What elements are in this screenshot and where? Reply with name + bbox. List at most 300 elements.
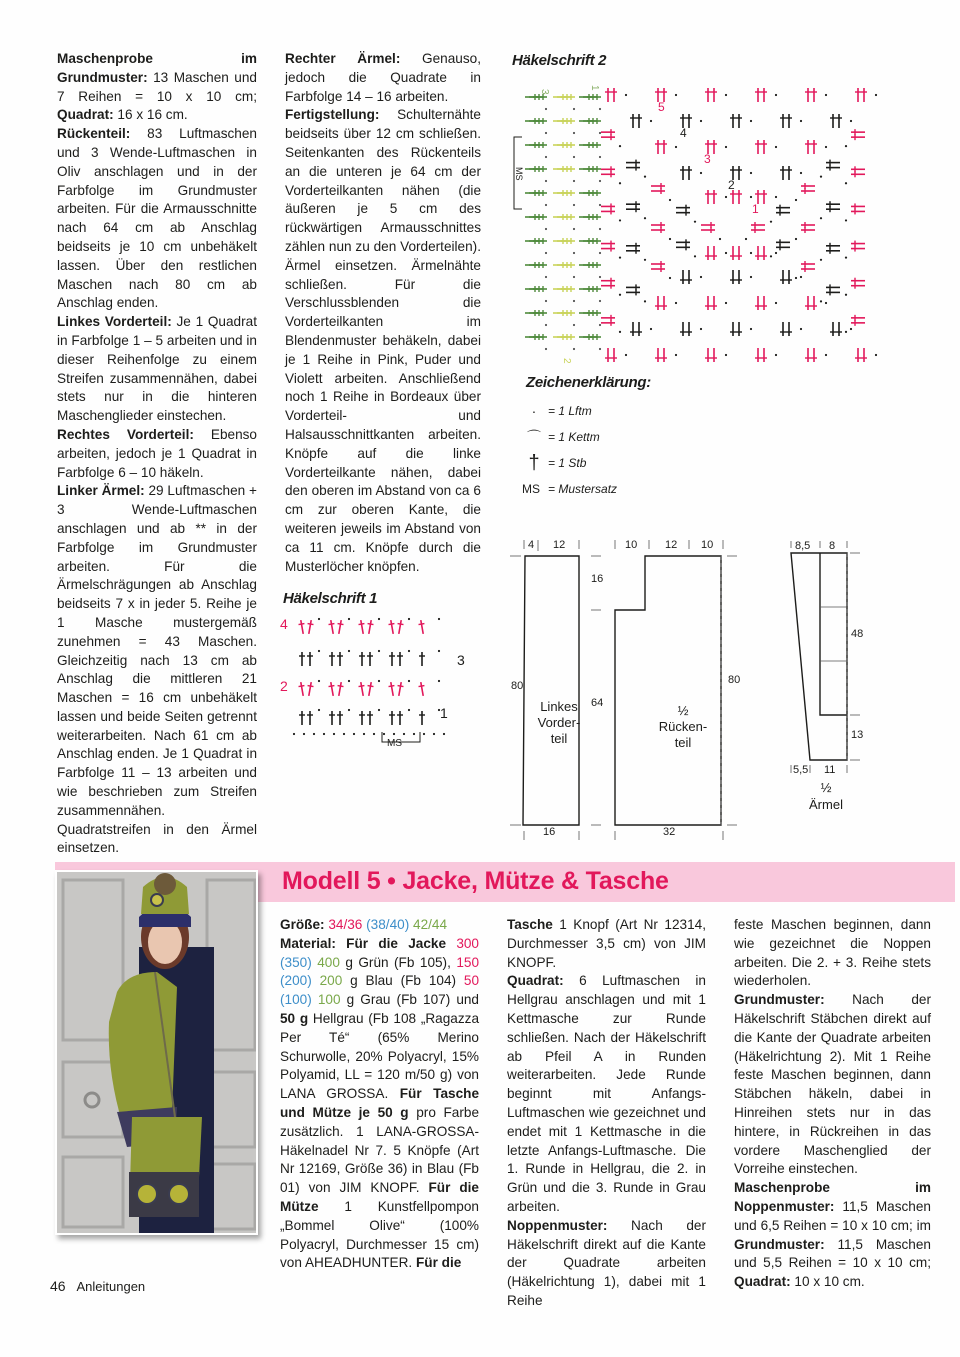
stitch-symbol — [626, 248, 640, 254]
stitch-symbol — [851, 278, 865, 284]
chain-symbol — [675, 146, 677, 148]
chain-symbol — [348, 618, 350, 620]
stitch-symbol — [611, 348, 617, 362]
stitch-symbol — [701, 222, 715, 228]
stitch-symbol — [601, 246, 615, 252]
chain-symbol — [313, 733, 315, 735]
stitch-symbol — [307, 652, 313, 666]
stitch-symbol — [736, 114, 742, 128]
stitch-symbol — [686, 114, 692, 128]
stitch-symbol — [861, 348, 867, 362]
chain-symbol — [573, 132, 575, 134]
stitch-symbol — [711, 88, 717, 102]
chain-symbol — [644, 259, 646, 261]
stitch-symbol — [851, 320, 865, 326]
chain-symbol — [545, 348, 547, 350]
stitch-symbol — [636, 322, 642, 336]
chain-symbol — [599, 324, 601, 326]
back-dim-armhole: 16 — [591, 573, 604, 585]
chain-symbol — [845, 294, 847, 296]
stitch-symbol — [730, 322, 736, 336]
chain-symbol — [619, 256, 621, 258]
back-label-2: Rücken- — [658, 719, 708, 734]
stitch-symbol — [336, 682, 344, 697]
chain-symbol — [438, 618, 440, 620]
stitch-symbol — [705, 296, 711, 310]
paragraph-rechter-aermel: Rechter Ärmel: Genauso, jedoch die Quadrate in Farbfolge 14 – 16 arbeiten. — [285, 51, 481, 104]
stitch-symbol — [711, 296, 717, 310]
chain-symbol — [675, 94, 677, 96]
stitch-symbol — [626, 289, 640, 295]
section-name: Anleitungen — [76, 1279, 146, 1294]
chain-symbol — [795, 199, 797, 201]
chain-symbol — [545, 204, 547, 206]
chain-symbol — [323, 733, 325, 735]
stitch-symbol — [776, 210, 790, 216]
chain-symbol — [619, 331, 621, 333]
side-label-2: 2 — [561, 358, 572, 364]
stitch-symbol — [636, 114, 642, 128]
stitch-symbol — [826, 206, 840, 212]
chain-symbol — [408, 618, 410, 620]
legend-item-double — [520, 450, 720, 476]
sleeve-dim-top-2: 8 — [829, 540, 836, 552]
stitch-symbol — [755, 296, 761, 310]
stitch-symbol — [730, 270, 736, 284]
chain-symbol — [750, 196, 752, 198]
stitch-symbol — [676, 210, 690, 216]
chain-symbol — [413, 733, 415, 735]
legend-label: = 1 Stb — [548, 456, 587, 470]
stitch-symbol — [851, 241, 865, 247]
chain-symbol — [599, 204, 601, 206]
stitch-symbol — [680, 270, 686, 284]
stitch-symbol — [761, 296, 767, 310]
stitch-symbol — [755, 348, 761, 362]
stitch-symbol — [761, 190, 767, 204]
chain-symbol — [750, 120, 752, 122]
stitch-symbol — [651, 222, 665, 228]
stitch-symbol — [358, 620, 366, 635]
front-panel-outline — [523, 556, 579, 825]
stitch-symbol — [367, 711, 373, 725]
crochet-chart-2 — [508, 75, 868, 365]
back-dim-height: 80 — [728, 674, 741, 686]
crochet-chart-1-title: Häkelschrift 1 — [283, 590, 378, 607]
stitch-symbol — [805, 296, 811, 310]
stitch-symbol — [419, 652, 425, 666]
stitch-symbol — [730, 190, 736, 204]
back-dim-bottom: 32 — [663, 826, 676, 838]
stitch-symbol — [626, 206, 640, 212]
stitch-symbol — [601, 134, 615, 140]
chain-symbol — [644, 300, 646, 302]
slip-stitch-icon: ⌒ — [527, 429, 541, 445]
chain-symbol — [573, 204, 575, 206]
sleeve-dim-top-1: 8,5 — [795, 540, 811, 552]
stitch-symbol — [851, 203, 865, 209]
stitch-symbol — [601, 320, 615, 326]
chain-symbol — [599, 348, 601, 350]
back-dim-top-2: 12 — [665, 539, 678, 551]
stitch-symbol — [776, 244, 790, 250]
chain-symbol — [820, 300, 822, 302]
chain-symbol — [573, 180, 575, 182]
stitch-symbol — [851, 166, 865, 172]
stitch-symbol — [389, 652, 395, 666]
stitch-symbol — [397, 652, 403, 666]
stitch-symbol — [786, 166, 792, 180]
stitch-symbol — [826, 284, 840, 290]
stitch-symbol — [306, 682, 314, 697]
stitch-symbol — [651, 183, 665, 189]
stitch-symbol — [396, 620, 404, 635]
chain-symbol — [825, 354, 827, 356]
chain-symbol — [775, 252, 777, 254]
stitch-symbol — [601, 171, 615, 177]
chain-symbol — [318, 650, 320, 652]
stitch-symbol — [419, 711, 425, 725]
chain-symbol — [378, 650, 380, 652]
stitch-symbol — [686, 270, 692, 284]
legend — [520, 398, 720, 502]
chain-symbol — [750, 328, 752, 330]
chain-symbol — [363, 733, 365, 735]
chain-symbol — [378, 680, 380, 682]
legend-label: = Mustersatz — [548, 482, 618, 496]
stitch-symbol — [418, 620, 426, 635]
chain-symbol — [318, 618, 320, 620]
chain-symbol — [573, 252, 575, 254]
stitch-symbol — [805, 140, 811, 154]
paragraph-noppen-cont: feste Maschen beginnen, dann wie gezeichnet die Noppen arbeiten. Die 2. + 3. Reihe stets wiederholen. — [734, 917, 931, 989]
chain-symbol — [745, 238, 747, 240]
stitch-symbol — [676, 205, 690, 211]
chain-symbol — [619, 145, 621, 147]
stitch-symbol — [626, 201, 640, 207]
chain-symbol — [373, 733, 375, 735]
chain-symbol — [700, 120, 702, 122]
stitch-symbol — [601, 208, 615, 214]
chain-symbol — [408, 650, 410, 652]
chain-symbol — [845, 145, 847, 147]
stitch-symbol — [836, 114, 842, 128]
stitch-symbol — [601, 315, 615, 321]
stitch-symbol — [736, 190, 742, 204]
chain-symbol — [318, 680, 320, 682]
stitch-symbol — [329, 711, 335, 725]
legend-label: = 1 Kettm — [548, 430, 600, 444]
legend-item-slip — [520, 424, 720, 450]
stitch-symbol — [851, 134, 865, 140]
chain-symbol — [845, 182, 847, 184]
stitch-symbol — [830, 322, 836, 336]
stitch-symbol — [776, 205, 790, 211]
stitch-symbol — [761, 140, 767, 154]
chain-symbol — [403, 733, 405, 735]
chain-symbol — [800, 328, 802, 330]
side-label-3: 3 — [539, 89, 550, 95]
stitch-symbol — [836, 322, 842, 336]
stitch-symbol — [761, 88, 767, 102]
chain-symbol — [675, 302, 677, 304]
legend-title: Zeichenerklärung: — [526, 374, 651, 391]
chain-symbol — [619, 182, 621, 184]
stitch-symbol — [751, 227, 765, 233]
chain-symbol — [725, 94, 727, 96]
chain-symbol — [438, 650, 440, 652]
back-dim-top-3: 10 — [701, 539, 714, 551]
stitch-symbol — [826, 248, 840, 254]
paragraph-rechtes-vorderteil: Rechtes Vorderteil: Ebenso arbeiten, jedoch je 1 Quadrat in Farbfolge 6 – 10 häkeln. — [57, 426, 257, 480]
back-label-3: teil — [674, 735, 692, 750]
front-dim-bottom: 16 — [543, 826, 556, 838]
stitch-symbol — [337, 711, 343, 725]
stitch-symbol — [298, 620, 306, 635]
chain-symbol — [348, 709, 350, 711]
chain-symbol — [800, 172, 802, 174]
chain-symbol — [725, 196, 727, 198]
chain-symbol — [795, 277, 797, 279]
back-panel-outline — [615, 556, 721, 825]
stitch-symbol — [601, 241, 615, 247]
stitch-symbol — [661, 296, 667, 310]
chain-symbol — [669, 199, 671, 201]
stitch-symbol — [786, 270, 792, 284]
stitch-symbol — [397, 711, 403, 725]
back-dim-side: 64 — [591, 697, 604, 709]
round-label-2: 2 — [728, 178, 735, 192]
paragraph-noppenmuster: Noppenmuster: Nach der Häkelschrift direkt auf die Kante der Quadrate arbeiten (Häkelrichtung 1), dabei mit 1 Reihe — [507, 1217, 706, 1308]
double-crochet-icon: † — [528, 451, 540, 474]
stitch-symbol — [626, 243, 640, 249]
chain-symbol — [800, 276, 802, 278]
stitch-symbol — [736, 270, 742, 284]
chain-symbol — [650, 328, 652, 330]
paragraph-tasche: Tasche 1 Knopf (Art Nr 12314, Durchmesser 3,5 cm) von JIM KNOPF. — [507, 917, 706, 970]
stitch-symbol — [776, 239, 790, 245]
chain-symbol — [775, 302, 777, 304]
chain-symbol — [694, 221, 696, 223]
stitch-symbol — [761, 246, 767, 260]
stitch-symbol — [861, 88, 867, 102]
chain-symbol — [378, 709, 380, 711]
chain-symbol — [293, 733, 295, 735]
chain-symbol — [750, 172, 752, 174]
round-label-5: 5 — [658, 100, 665, 114]
stitch-symbol — [418, 682, 426, 697]
chain-symbol — [343, 733, 345, 735]
chain-symbol — [845, 219, 847, 221]
paragraph-maschenprobe: Maschenprobe im Grundmuster: 13 Maschen und 7 Reihen = 10 x 10 cm; Quadrat: 16 x 16 cm. — [57, 51, 257, 123]
chain-symbol — [775, 196, 777, 198]
stitch-symbol — [755, 88, 761, 102]
instructions-column-2 — [285, 50, 481, 576]
round-label-4: 4 — [680, 126, 687, 140]
front-dim-top-2: 12 — [553, 539, 566, 551]
chain-symbol — [393, 733, 395, 735]
chain-symbol — [650, 120, 652, 122]
stitch-symbol — [705, 88, 711, 102]
row-label-4: 4 — [280, 616, 288, 632]
chain-symbol — [875, 94, 877, 96]
instructions-column-bottom-2 — [507, 916, 706, 1311]
chain-symbol — [545, 108, 547, 110]
chain-symbol — [625, 94, 627, 96]
chain-symbol — [845, 256, 847, 258]
stitch-symbol — [711, 348, 717, 362]
stitch-symbol — [780, 166, 786, 180]
chain-symbol — [545, 180, 547, 182]
chain-symbol — [599, 132, 601, 134]
sleeve-dim-lower: 13 — [851, 729, 864, 741]
stitch-symbol — [651, 227, 665, 233]
stitch-symbol — [366, 620, 374, 635]
stitch-symbol — [705, 190, 711, 204]
stitch-symbol — [359, 711, 365, 725]
chain-symbol — [333, 733, 335, 735]
stitch-symbol — [655, 140, 661, 154]
chain-symbol — [825, 146, 827, 148]
stitch-symbol — [626, 284, 640, 290]
chain-symbol — [725, 302, 727, 304]
stitch-symbol — [601, 278, 615, 284]
chain-symbol — [725, 354, 727, 356]
chain-symbol — [644, 217, 646, 219]
stitch-symbol — [655, 296, 661, 310]
row-label-3: 3 — [457, 652, 465, 668]
stitch-symbol — [855, 348, 861, 362]
stitch-symbol — [711, 246, 717, 260]
stitch-symbol — [389, 711, 395, 725]
chain-symbol — [303, 733, 305, 735]
stitch-symbol — [328, 682, 336, 697]
chain-symbol — [700, 276, 702, 278]
photo-illustration — [57, 872, 258, 1235]
chain-symbol — [408, 709, 410, 711]
chain-symbol — [573, 276, 575, 278]
section-title: Modell 5 • Jacke, Mütze & Tasche — [282, 867, 669, 895]
chain-symbol — [599, 180, 601, 182]
chain-symbol — [850, 120, 852, 122]
stitch-symbol — [780, 114, 786, 128]
chain-symbol — [545, 300, 547, 302]
size-line: Größe: 34/36 (38/40) 42/44 — [280, 917, 448, 932]
chain-symbol — [795, 238, 797, 240]
stitch-symbol — [730, 246, 736, 260]
stitch-symbol — [651, 188, 665, 194]
chain-symbol — [573, 324, 575, 326]
chain-symbol — [573, 300, 575, 302]
stitch-symbol — [661, 140, 667, 154]
chain-symbol — [348, 650, 350, 652]
stitch-symbol — [358, 682, 366, 697]
chain-symbol — [545, 252, 547, 254]
ms-abbrev: MS — [522, 482, 540, 496]
stitch-symbol — [801, 266, 815, 272]
chain-symbol — [619, 219, 621, 221]
chain-symbol — [383, 733, 385, 735]
chain-symbol — [725, 146, 727, 148]
chain-symbol — [599, 276, 601, 278]
chain-symbol — [675, 354, 677, 356]
chain-symbol — [545, 276, 547, 278]
chain-symbol — [770, 255, 772, 257]
legend-label: = 1 Lftm — [548, 404, 592, 418]
materials-text: Material: Für die Jacke 300 (350) 400 g Grün (Fb 105), 150 (200) 200 g Blau (Fb 104) 50 (100) 100 g Grau (Fb 107) und 50 g Hellgrau (Fb 108 „Ragazza Per Té“ (65% Merino Schurwolle, 20% Polyacryl, 15% Polyamid, LL = 120 m/50 g) von LANA GROSSA. Für Tasche und Mütze je 50 g pro Farbe zusätzlich. 1 LANA-GROSSA-Häkelnadel Nr 7. 5 Knöpfe (Art Nr 12169, Größe 36) in Blau (Fb 01) von JIM KNOPF. Für die Mütze 1 Kunstfellpompon „Bommel Olive“ (100% Polyacryl, Durchmesser 15 cm) von AHEADHUNTER. Für die — [280, 935, 480, 1271]
schematic-front-back — [505, 535, 755, 845]
stitch-symbol — [605, 88, 611, 102]
paragraph-quadrat: Quadrat: 6 Luftmaschen in Hellgrau anschlagen und mit 1 Kettmasche zur Runde schließen. Nach der Häkelschrift ab Pfeil A in Runden weiterarbeiten. Jede Runde beginnt mit Anfangs-Luftmaschen wie gezeichnet und endet mit 1 Kettmasche in die letzte Anfangs-Luftmasche. Die 1. Runde in Hellgrau, die 2. in Grün und die 3. Runde in Grau arbeiten. — [507, 973, 706, 1214]
stitch-symbol — [801, 183, 815, 189]
paragraph-linker-aermel: Linker Ärmel: 29 Luftmaschen + 3 Wende-Luftmaschen anschlagen und ab ** in der Farbfolge im Grundmuster arbeiten. Für die Ärmelschrägungen ab Anschlag beidseits 7 x in jeder 5. Reihe je 1 Masche mustergemäß zunehmen = 43 Maschen. Gleichzeitig nach 13 cm ab Anschlag die mittleren 21 Maschen = 16 cm unbehäkelt lassen und beide Seiten getrennt weiterarbeiten. Nach 61 cm ab Anschlag enden. Je 1 Quadrat in Farbfolge 11 – 13 arbeiten und wie beschrieben zum Streifen zusammennähen. Quadratstreifen in den Ärmel einsetzen. — [57, 483, 257, 856]
stitch-symbol — [851, 129, 865, 135]
stitch-symbol — [801, 222, 815, 228]
back-label-1: ½ — [677, 703, 689, 718]
stitch-symbol — [751, 222, 765, 228]
chain-symbol — [625, 354, 627, 356]
sleeve-label-2: Ärmel — [809, 797, 843, 812]
page-footer — [50, 1278, 145, 1294]
legend-item-chain — [520, 398, 720, 424]
stitch-symbol — [329, 652, 335, 666]
stitch-symbol — [826, 243, 840, 249]
stitch-symbol — [851, 171, 865, 177]
stitch-symbol — [601, 166, 615, 172]
instructions-column-bottom-3 — [734, 916, 931, 1292]
chain-symbol — [775, 146, 777, 148]
stitch-symbol — [605, 348, 611, 362]
chain-symbol — [750, 252, 752, 254]
stitch-symbol — [801, 261, 815, 267]
front-dim-top-1: 4 — [528, 539, 535, 551]
chain-symbol — [820, 217, 822, 219]
stitch-symbol — [298, 682, 306, 697]
stitch-symbol — [736, 166, 742, 180]
crochet-chart-2-title: Häkelschrift 2 — [512, 52, 607, 69]
stitch-symbol — [811, 88, 817, 102]
front-label-2: Vorder- — [537, 715, 581, 730]
chain-symbol — [700, 172, 702, 174]
chain-symbol — [800, 120, 802, 122]
chain-symbol — [825, 94, 827, 96]
back-dim-top-1: 10 — [625, 539, 638, 551]
page-number: 46 — [50, 1278, 66, 1294]
stitch-symbol — [761, 348, 767, 362]
stitch-symbol — [736, 322, 742, 336]
repeat-label: MS — [387, 738, 402, 749]
chain-symbol — [443, 733, 445, 735]
chain-symbol — [573, 348, 575, 350]
chain-symbol — [545, 228, 547, 230]
chain-symbol — [545, 132, 547, 134]
stitch-symbol — [711, 190, 717, 204]
stitch-symbol — [299, 652, 305, 666]
stitch-symbol — [686, 322, 692, 336]
chain-symbol — [353, 733, 355, 735]
stitch-symbol — [805, 348, 811, 362]
stitch-symbol — [826, 165, 840, 171]
chain-symbol — [825, 302, 827, 304]
stitch-symbol — [786, 114, 792, 128]
chain-symbol — [820, 176, 822, 178]
chain-symbol — [820, 259, 822, 261]
stitch-symbol — [676, 239, 690, 245]
stitch-symbol — [337, 652, 343, 666]
chain-symbol — [408, 680, 410, 682]
stitch-symbol — [811, 348, 817, 362]
chain-symbol — [619, 294, 621, 296]
